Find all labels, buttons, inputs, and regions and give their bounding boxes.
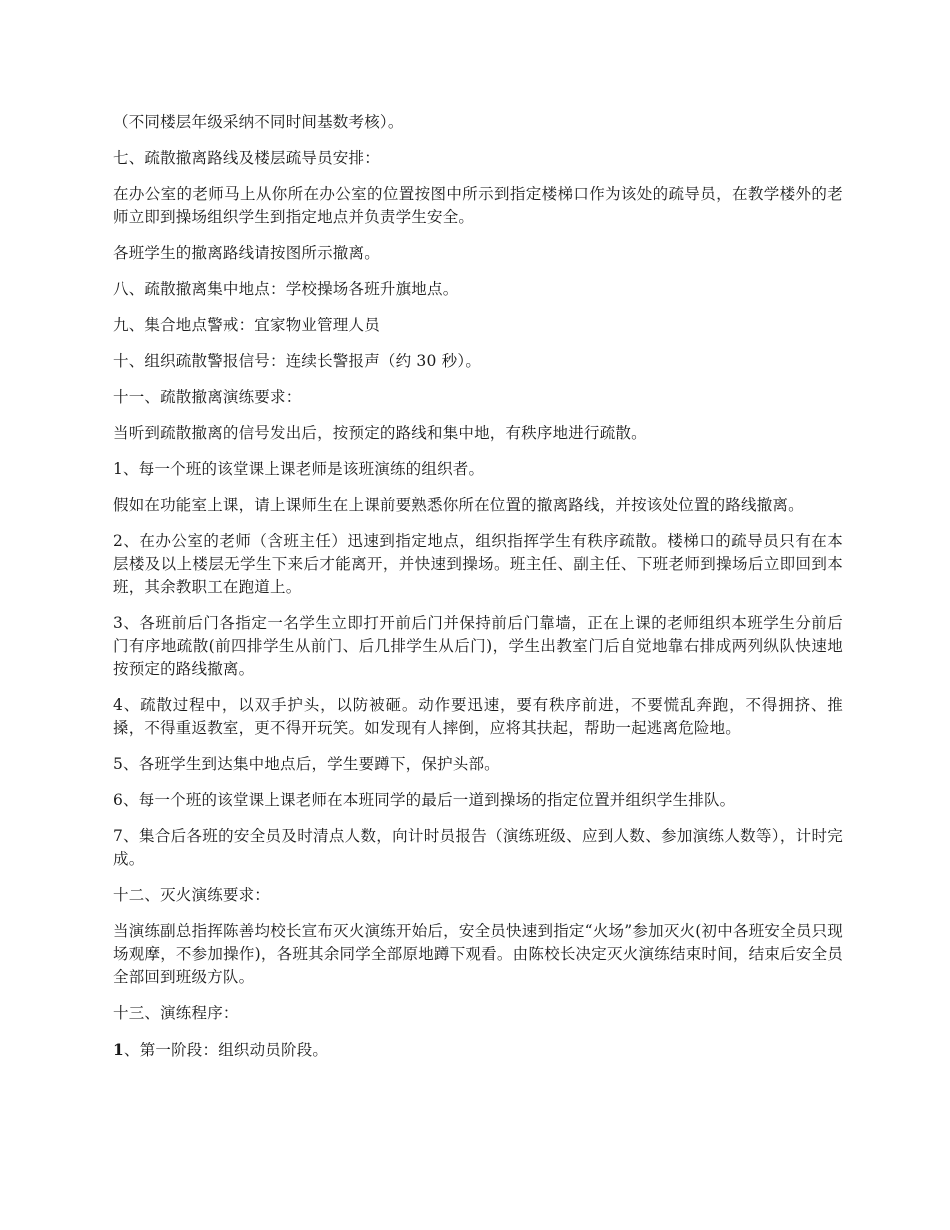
- list-item-2: 2、在办公室的老师（含班主任）迅速到指定地点，组织指挥学生有秩序疏散。楼梯口的疏导员只有在本层楼及以上楼层无学生下来后才能离开，并快速到操场。班主任、副主任、下班老师到操场后立即回到本班，其余教职工在跑道上。: [113, 532, 843, 596]
- paragraph-exam-note: （不同楼层年级采纳不同时间基数考核）。: [113, 113, 404, 131]
- heading-section-12: 十二、灭火演练要求：: [113, 886, 271, 904]
- list-item-6: 6、每一个班的该堂课上课老师在本班同学的最后一道到操场的指定位置并组织学生排队。: [113, 791, 736, 809]
- procedure-item-text: 、第一阶段：组织动员阶段。: [124, 1041, 329, 1059]
- paragraph-routes: 各班学生的撤离路线请按图所示撤离。: [113, 244, 380, 262]
- heading-section-9: 九、集合地点警戒：宜家物业管理人员: [113, 316, 380, 334]
- procedure-item-1: [113, 1038, 843, 1062]
- list-item-7: 7、集合后各班的安全员及时清点人数，向计时员报告（演练班级、应到人数、参加演练人数等），计时完成。: [113, 827, 843, 868]
- paragraph-fire-drill: 当演练副总指挥陈善均校长宣布灭火演练开始后，安全员快速到指定“火场”参加灭火(初中各班安全员只现场观摩，不参加操作)，各班其余同学全部原地蹲下观看。由陈校长决定灭火演练结束时间，结束后安全员全部回到班级方队。: [113, 922, 843, 986]
- list-item-4: 4、疏散过程中，以双手护头，以防被砸。动作要迅速，要有秩序前进，不要慌乱奔跑，不得拥挤、推搡，不得重返教室，更不得开玩笑。如发现有人摔倒，应将其扶起，帮助一起逃离危险地。: [113, 696, 843, 737]
- heading-section-11: 十一、疏散撤离演练要求：: [113, 388, 302, 406]
- procedure-item-number: 1: [113, 1040, 124, 1059]
- heading-section-10: 十、组织疏散警报信号：连续长警报声（约 30 秒）。: [113, 352, 482, 370]
- list-item-3: 3、各班前后门各指定一名学生立即打开前后门并保持前后门靠墙，正在上课的老师组织本班学生分前后门有序地疏散(前四排学生从前门、后几排学生从后门)，学生出教室门后自觉地靠右排成两列纵队快速地按预定的路线撤离。: [113, 614, 843, 678]
- paragraph-guides: 在办公室的老师马上从你所在办公室的位置按图中所示到指定楼梯口作为该处的疏导员，在教学楼外的老师立即到操场组织学生到指定地点并负责学生安全。: [113, 185, 843, 226]
- heading-section-7: 七、疏散撤离路线及楼层疏导员安排：: [113, 149, 380, 167]
- list-item-5: 5、各班学生到达集中地点后，学生要蹲下，保护头部。: [113, 755, 500, 773]
- list-item-1: 1、每一个班的该堂课上课老师是该班演练的组织者。: [113, 460, 485, 478]
- heading-section-8: 八、疏散撤离集中地点：学校操场各班升旗地点。: [113, 280, 459, 298]
- paragraph-signal: 当听到疏散撤离的信号发出后，按预定的路线和集中地，有秩序地进行疏散。: [113, 424, 647, 442]
- document-page: [113, 111, 843, 1075]
- paragraph-function-room: 假如在功能室上课，请上课师生在上课前要熟悉你所在位置的撤离路线，并按该处位置的路线撤离。: [113, 496, 804, 514]
- heading-section-13: 十三、演练程序：: [113, 1004, 239, 1022]
